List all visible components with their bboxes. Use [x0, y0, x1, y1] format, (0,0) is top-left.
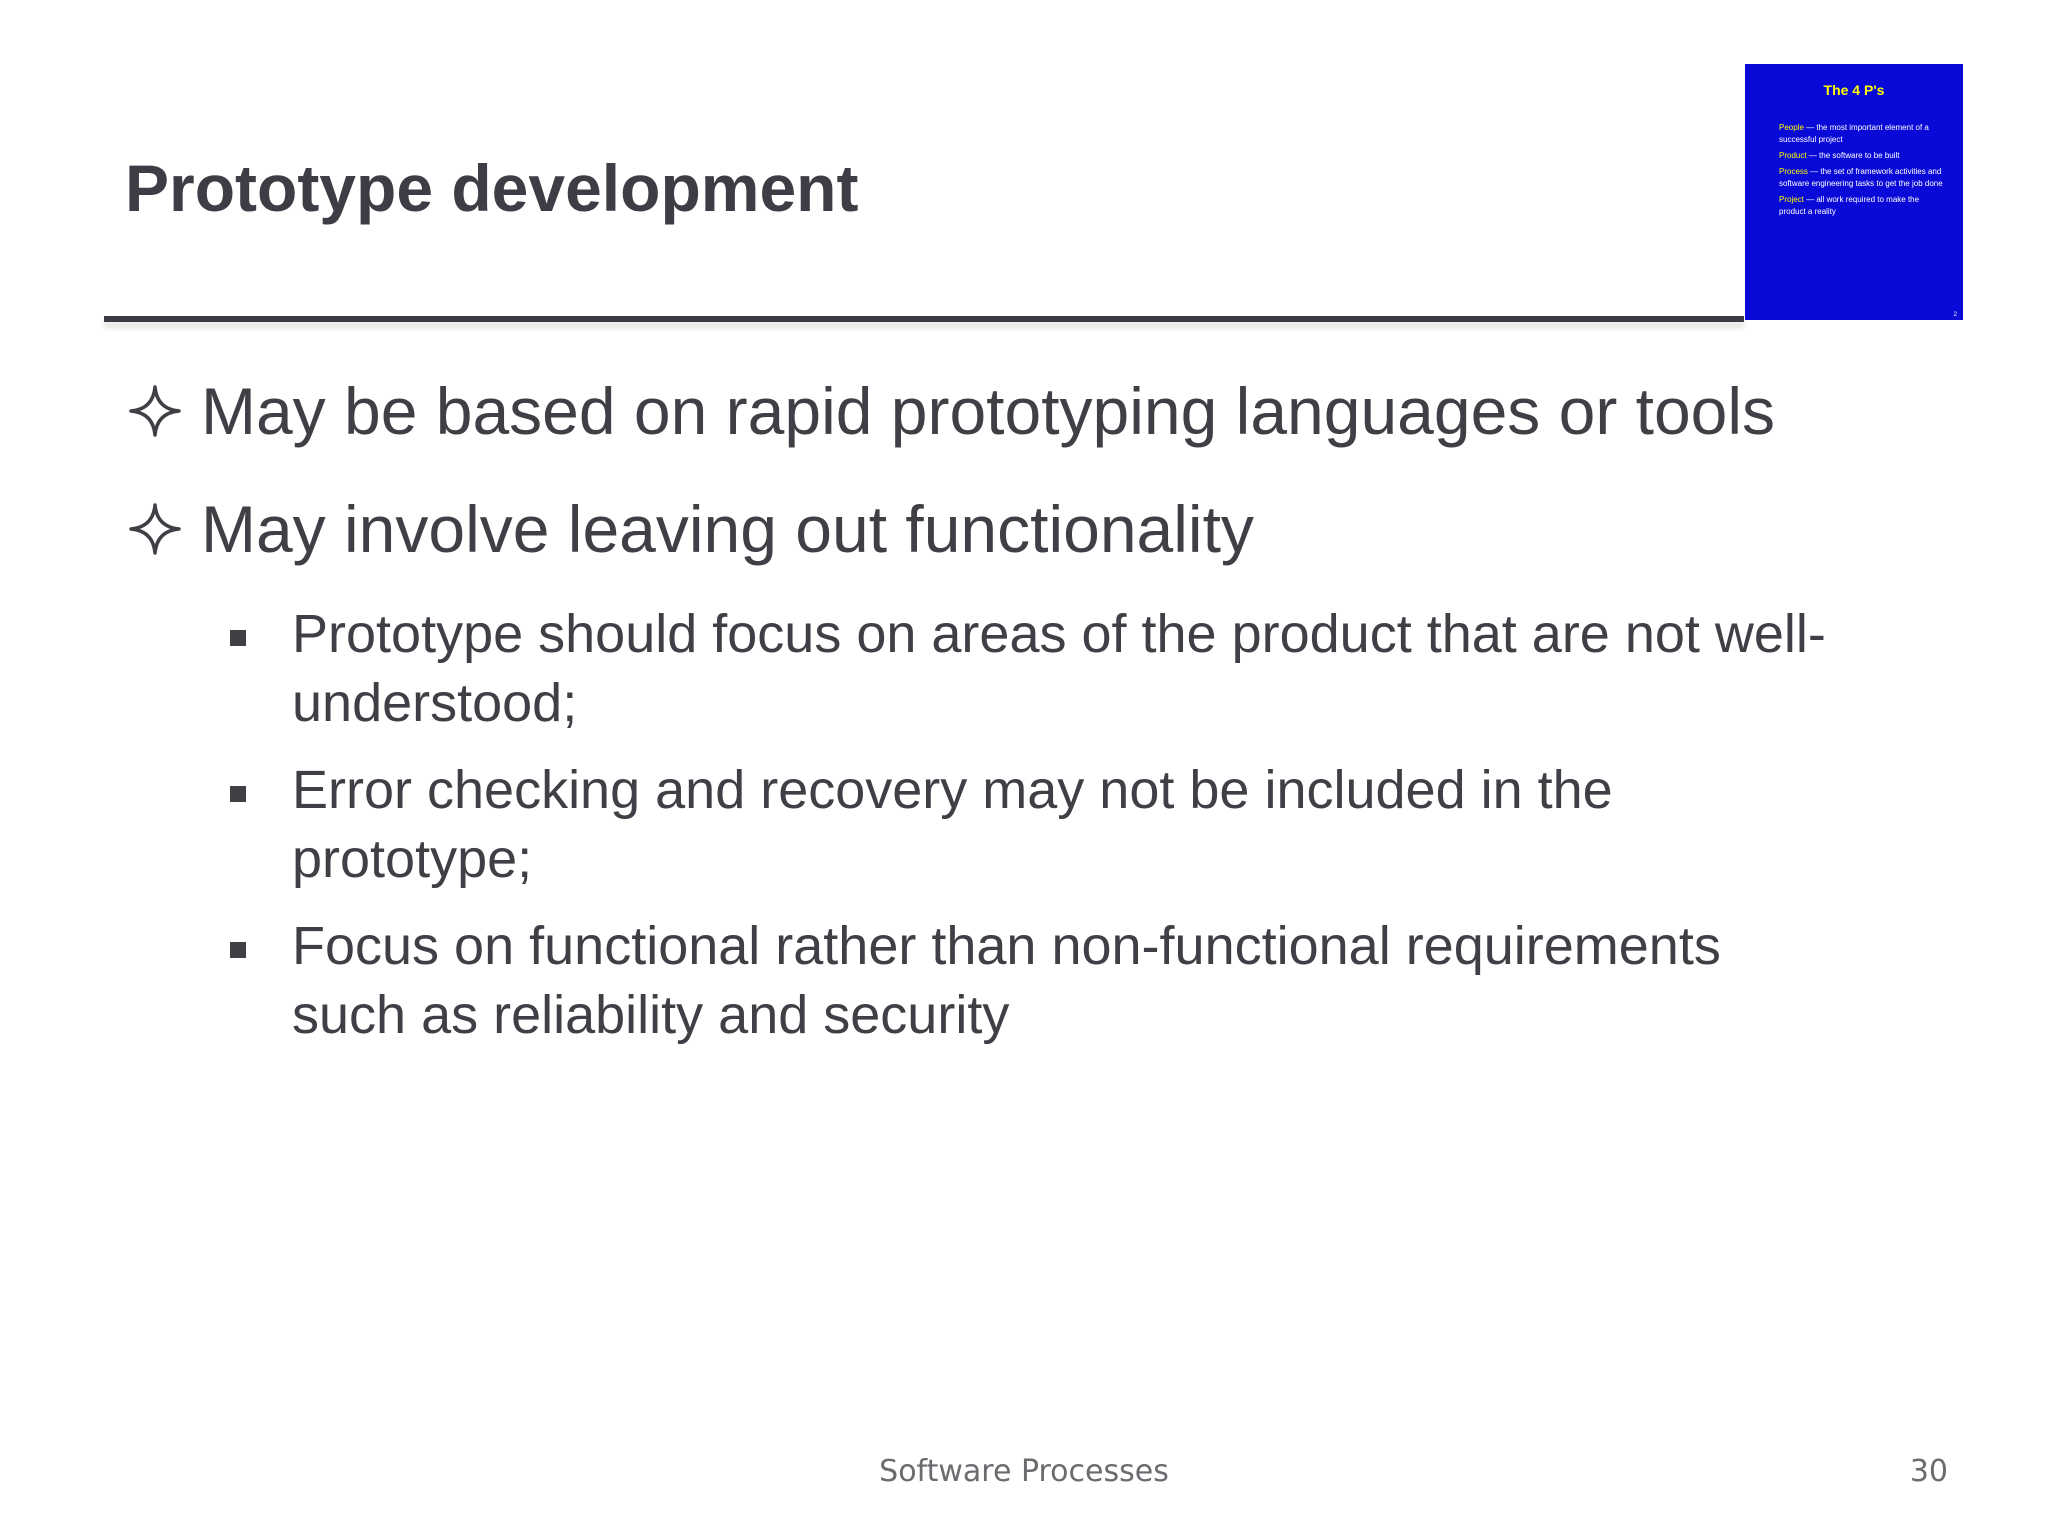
thumbnail-item-desc: — all work required to make the product a reality	[1779, 195, 1920, 216]
bullet-item	[125, 373, 1775, 449]
thumbnail-title: The 4 P's	[1823, 82, 1885, 98]
bullet-text: May be based on rapid prototyping languages or tools	[201, 374, 1776, 448]
thumbnail-item-term: Product	[1779, 151, 1807, 160]
subbullet-item	[230, 912, 1930, 1050]
subbullet-text-line: such as reliability and security	[292, 985, 1010, 1045]
subbullet-text-line: prototype;	[292, 829, 533, 889]
subbullet-text-line: understood;	[292, 673, 578, 733]
thumbnail-item-term: Project	[1779, 195, 1804, 204]
footer-page-number: 30	[1909, 1454, 1948, 1489]
four-point-star-outline-icon	[125, 499, 185, 559]
subbullet-text-line: Prototype should focus on areas of the product that are not well-	[292, 604, 1826, 664]
four-point-star-outline-icon	[125, 381, 185, 441]
thumbnail-item-desc: — the set of framework activities and software engineering tasks to get the job done	[1779, 167, 1943, 188]
thumbnail-item-process	[1779, 166, 1943, 190]
thumbnail-item-people	[1779, 122, 1943, 146]
thumbnail-item-term: Process	[1779, 167, 1808, 176]
subbullet-item	[230, 756, 1930, 894]
footer-title: Software Processes	[879, 1454, 1169, 1489]
subbullet-text-line: Error checking and recovery may not be included in the	[292, 760, 1613, 820]
subbullet-item	[230, 600, 1930, 738]
thumbnail-item-project	[1779, 194, 1943, 218]
thumbnail-item-desc: — the software to be built	[1806, 151, 1900, 160]
thumbnail-item-product	[1779, 150, 1943, 162]
thumbnail-list	[1779, 122, 1943, 222]
subbullet-text-line: Focus on functional rather than non-functional requirements	[292, 916, 1721, 976]
slide-thumbnail	[1745, 64, 1963, 320]
thumbnail-page-number: 2	[1953, 312, 1957, 318]
thumbnail-item-desc: — the most important element of a successful project	[1779, 123, 1929, 144]
square-bullet-icon	[230, 942, 246, 958]
title-divider	[104, 316, 1744, 322]
square-bullet-icon	[230, 786, 246, 802]
thumbnail-item-term: People	[1779, 123, 1804, 132]
slide-title: Prototype development	[125, 151, 859, 225]
bullet-item	[125, 491, 1254, 567]
bullet-text: May involve leaving out functionality	[201, 492, 1254, 566]
square-bullet-icon	[230, 630, 246, 646]
